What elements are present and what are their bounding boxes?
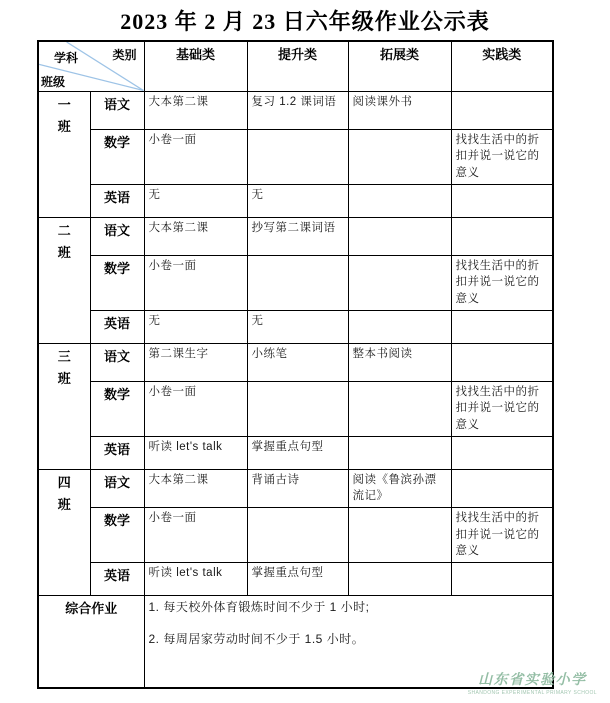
homework-cell [348,436,451,469]
homework-cell: 大本第二课 [144,91,247,129]
homework-cell [348,562,451,595]
subject-cell-english: 英语 [90,184,144,217]
class-name-label: 一班 [57,96,71,135]
homework-cell: 背诵古诗 [247,469,348,507]
homework-cell: 整本书阅读 [348,343,451,381]
table-row [38,469,553,507]
homework-cell [451,91,553,129]
homework-cell [451,562,553,595]
class-name-cell-1 [38,91,90,217]
homework-cell: 无 [144,310,247,343]
class-name-label: 二班 [57,222,71,261]
subject-cell-english: 英语 [90,310,144,343]
homework-cell: 小练笔 [247,343,348,381]
table-row [38,184,553,217]
table-row [38,310,553,343]
homework-cell: 阅读《鲁滨孙漂流记》 [348,469,451,507]
homework-cell [451,469,553,507]
column-header-practice: 实践类 [451,41,553,91]
school-name-english-label: SHANDONG EXPERIMENTAL PRIMARY SCHOOL [467,690,597,696]
column-header-expand: 拓展类 [348,41,451,91]
homework-cell: 找找生活中的折扣并说一说它的意义 [451,507,553,562]
homework-cell [451,217,553,255]
homework-cell: 抄写第二课词语 [247,217,348,255]
subject-cell-math: 数学 [90,381,144,436]
school-name-label: 山东省实验小学 [478,673,587,688]
homework-cell: 复习 1.2 课词语 [247,91,348,129]
column-header-basic: 基础类 [144,41,247,91]
class-name-label: 四班 [57,474,71,513]
column-header-improve: 提升类 [247,41,348,91]
comprehensive-item-2: 2. 每周居家劳动时间不少于 1.5 小时。 [148,631,365,646]
table-row [38,217,553,255]
homework-cell [348,507,451,562]
subject-cell-chinese: 语文 [90,469,144,507]
homework-cell [247,255,348,310]
homework-cell: 听读 let's talk [144,436,247,469]
homework-cell [451,310,553,343]
homework-cell [348,129,451,184]
homework-cell [348,255,451,310]
table-row [38,381,553,436]
comprehensive-item-1: 1. 每天校外体育锻炼时间不少于 1 小时; [148,599,370,614]
comprehensive-label: 综合作业 [38,595,144,688]
homework-cell: 大本第二课 [144,217,247,255]
corner-label-class: 班级 [41,74,66,89]
subject-cell-chinese: 语文 [90,91,144,129]
homework-cell: 无 [144,184,247,217]
homework-cell: 小卷一面 [144,129,247,184]
table-row [38,91,553,129]
homework-cell [451,184,553,217]
homework-cell: 找找生活中的折扣并说一说它的意义 [451,129,553,184]
homework-cell: 无 [247,184,348,217]
homework-cell: 找找生活中的折扣并说一说它的意义 [451,381,553,436]
homework-cell: 第二课生字 [144,343,247,381]
table-row [38,436,553,469]
homework-cell [247,129,348,184]
corner-label-category: 类别 [112,48,137,62]
table-header-row [38,41,553,91]
homework-cell [348,310,451,343]
class-name-label: 三班 [57,348,71,387]
class-name-cell-3 [38,343,90,469]
homework-cell: 掌握重点句型 [247,562,348,595]
homework-cell: 找找生活中的折扣并说一说它的意义 [451,255,553,310]
homework-cell [451,343,553,381]
homework-cell: 小卷一面 [144,507,247,562]
homework-cell: 大本第二课 [144,469,247,507]
homework-cell [348,381,451,436]
subject-cell-english: 英语 [90,562,144,595]
subject-cell-math: 数学 [90,129,144,184]
homework-cell [348,184,451,217]
homework-cell: 小卷一面 [144,381,247,436]
homework-table [37,40,554,689]
homework-cell: 听读 let's talk [144,562,247,595]
subject-cell-math: 数学 [90,507,144,562]
table-row [38,562,553,595]
subject-cell-chinese: 语文 [90,217,144,255]
homework-cell [348,217,451,255]
homework-cell [247,507,348,562]
table-row [38,255,553,310]
table-row [38,507,553,562]
homework-cell [247,381,348,436]
table-row [38,343,553,381]
class-name-cell-2 [38,217,90,343]
homework-cell [451,436,553,469]
table-row [38,129,553,184]
corner-header-cell [38,41,144,91]
subject-cell-math: 数学 [90,255,144,310]
homework-cell: 掌握重点句型 [247,436,348,469]
school-watermark [468,669,597,696]
class-name-cell-4 [38,469,90,595]
homework-cell: 无 [247,310,348,343]
page-title: 2023 年 2 月 23 日六年级作业公示表 [120,9,490,34]
homework-cell: 小卷一面 [144,255,247,310]
corner-label-subject: 学科 [54,51,79,65]
subject-cell-english: 英语 [90,436,144,469]
homework-cell: 阅读课外书 [348,91,451,129]
subject-cell-chinese: 语文 [90,343,144,381]
